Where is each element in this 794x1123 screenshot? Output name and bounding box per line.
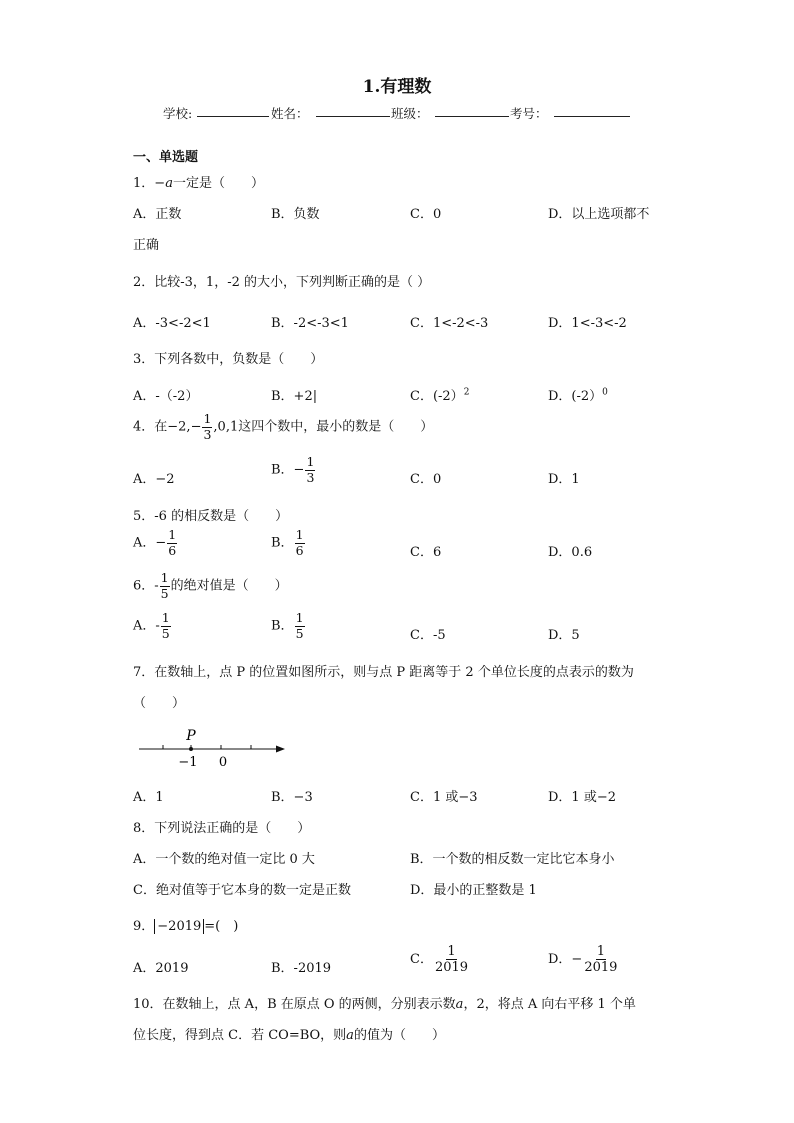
question-9: 9． −2019 =( ) (133, 919, 239, 934)
q3-option-d[interactable]: D．(-2）$^0$ (548, 387, 608, 404)
q6-option-d[interactable]: D．5 (548, 628, 580, 643)
q4-option-d[interactable]: D．1 (548, 472, 580, 487)
q3-option-b[interactable]: B．+2| (271, 389, 318, 404)
question-8: 8．下列说法正确的是（ ） (133, 821, 311, 836)
q2-option-a[interactable]: A．-3<-2<1 (133, 316, 211, 331)
number-blank[interactable] (554, 104, 630, 120)
label-minus-1: −1 (178, 755, 198, 770)
q9-option-c[interactable]: C． $\frac{1}{2019}$ (410, 944, 469, 975)
question-10-cont: 位长度，得到点 C．若 CO=BO，则a的值为（ ） (133, 1028, 445, 1043)
question-3: 3．下列各数中，负数是（ ） (133, 352, 324, 367)
q1-option-b[interactable]: B．负数 (271, 207, 320, 222)
class-blank[interactable] (435, 104, 509, 120)
q8-option-b[interactable]: B．一个数的相反数一定比它本身小 (410, 852, 615, 867)
q1-option-d[interactable]: D．以上选项都不 (548, 207, 650, 222)
q4-fraction: $\frac{1}{3}$ (203, 411, 212, 442)
question-10: 10．在数轴上，点 A，B 在原点 O 的两侧，分别表示数a，2，将点 A 向右平移 1 个单 (133, 997, 636, 1012)
q1-option-c[interactable]: C．0 (410, 207, 442, 222)
q1-text: 一定是（ ） (172, 176, 264, 191)
q3-option-c[interactable]: C．(-2）$^2$ (410, 387, 470, 404)
q9-option-d[interactable]: D．− $\frac{1}{2019}$ (548, 944, 618, 975)
q9-option-a[interactable]: A．2019 (133, 961, 189, 976)
q9-absolute-value: −2019 (154, 919, 204, 934)
q6-option-a[interactable]: A．- $\frac{1}{5}$ (133, 610, 170, 641)
number-line-arrow (276, 746, 285, 753)
question-7: 7．在数轴上，点 P 的位置如图所示，则与点 P 距离等于 2 个单位长度的点表示的数为 (133, 665, 634, 680)
label-p: P (186, 728, 196, 744)
class-label: 班级： (391, 106, 429, 121)
question-4: 4．在−2,− $\frac{1}{3}$ ,0,1这四个数中，最小的数是（ ） (133, 411, 434, 442)
number-line-figure (135, 725, 290, 773)
q6-fraction: $\frac{1}{5}$ (160, 570, 169, 601)
q5-option-b[interactable]: B． $\frac{1}{6}$ (271, 527, 304, 558)
q8-option-a[interactable]: A．一个数的绝对值一定比 0 大 (133, 852, 315, 867)
q3-option-a[interactable]: A．-（-2） (133, 389, 199, 404)
q7-option-b[interactable]: B．−3 (271, 790, 313, 805)
question-1 (133, 172, 264, 191)
q1-option-a[interactable]: A．正数 (133, 207, 182, 222)
q2-option-c[interactable]: C．1<-2<-3 (410, 316, 489, 331)
name-label: 姓名： (271, 106, 309, 121)
q9-option-b[interactable]: B．-2019 (271, 961, 332, 976)
q4-option-c[interactable]: C．0 (410, 472, 442, 487)
name-blank[interactable] (316, 104, 390, 120)
q5-option-c[interactable]: C．6 (410, 545, 442, 560)
q1-minus: − (154, 176, 166, 191)
q2-option-b[interactable]: B．-2<-3<1 (271, 316, 349, 331)
q1-number: 1． (133, 176, 155, 191)
q8-option-c[interactable]: C．绝对值等于它本身的数一定是正数 (133, 883, 351, 898)
number-label: 考号： (510, 106, 548, 121)
q6-option-c[interactable]: C．-5 (410, 628, 446, 643)
question-6: 6．- $\frac{1}{5}$ 的绝对值是（ ） (133, 570, 288, 601)
document-title: 1.有理数 (362, 77, 432, 97)
section-heading: 一、单选题 (133, 150, 199, 165)
question-7-cont: （ ） (133, 696, 186, 711)
question-2: 2．比较-3，1，-2 的大小，下列判断正确的是（ ） (133, 275, 431, 290)
question-5: 5．-6 的相反数是（ ） (133, 509, 289, 524)
school-label: 学校: (163, 106, 193, 121)
q10-variable: a (455, 997, 464, 1012)
label-zero: 0 (218, 755, 228, 770)
q6-option-b[interactable]: B． $\frac{1}{5}$ (271, 610, 304, 641)
q1-variable: a (165, 176, 173, 191)
q7-option-c[interactable]: C．1 或−3 (410, 790, 478, 805)
q5-option-d[interactable]: D．0.6 (548, 545, 593, 560)
q7-option-d[interactable]: D．1 或−2 (548, 790, 616, 805)
school-blank[interactable] (197, 104, 269, 120)
q1-option-d-cont: 正确 (133, 238, 160, 253)
q2-option-d[interactable]: D．1<-3<-2 (548, 316, 627, 331)
q8-option-d[interactable]: D．最小的正整数是 1 (410, 883, 537, 898)
q4-option-a[interactable]: A．−2 (133, 472, 175, 487)
q5-option-a[interactable]: A．− $\frac{1}{6}$ (133, 527, 177, 558)
point-p (189, 747, 193, 751)
q4-option-b[interactable]: B．− $\frac{1}{3}$ (271, 454, 315, 485)
q7-option-a[interactable]: A．1 (133, 790, 164, 805)
